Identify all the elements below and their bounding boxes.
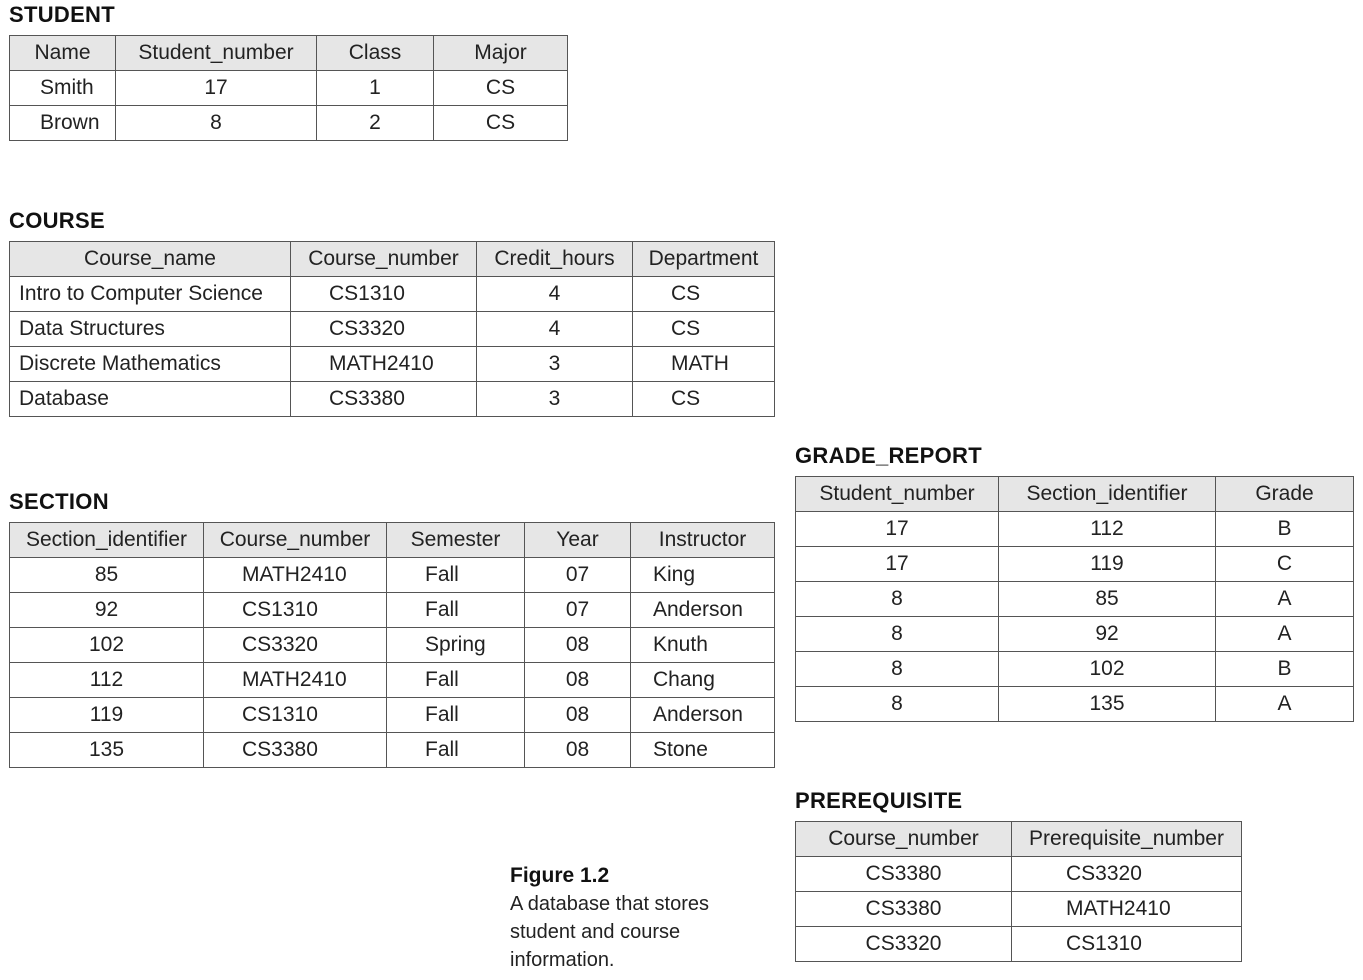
table-row	[10, 277, 775, 312]
table-row	[796, 582, 1354, 617]
column-header: Year	[525, 523, 631, 558]
grade-report-table	[795, 476, 1354, 722]
table-cell: CS1310	[204, 593, 387, 628]
table-cell: A	[1216, 617, 1354, 652]
table-row	[10, 347, 775, 382]
table-cell: MATH2410	[204, 558, 387, 593]
table-cell: 102	[10, 628, 204, 663]
table-cell: CS	[633, 382, 775, 417]
table-cell: CS1310	[1012, 927, 1242, 962]
table-cell: 8	[116, 106, 317, 141]
course-table	[9, 241, 775, 417]
caption-line: information.	[510, 949, 615, 971]
table-header-row	[796, 477, 1354, 512]
table-row	[10, 593, 775, 628]
column-header: Semester	[387, 523, 525, 558]
table-row	[796, 927, 1242, 962]
table-cell: 92	[10, 593, 204, 628]
table-cell: 3	[477, 382, 633, 417]
column-header: Class	[317, 36, 434, 71]
table-cell: MATH	[633, 347, 775, 382]
table-cell: CS3380	[291, 382, 477, 417]
table-cell: Stone	[631, 733, 775, 768]
table-cell: Fall	[387, 698, 525, 733]
table-cell: Smith	[10, 71, 116, 106]
table-header-row	[10, 36, 568, 71]
table-cell: A	[1216, 582, 1354, 617]
grade-report-table-title: GRADE_REPORT	[795, 443, 982, 468]
table-cell: 1	[317, 71, 434, 106]
table-cell: 92	[999, 617, 1216, 652]
table-cell: 112	[10, 663, 204, 698]
table-cell: Fall	[387, 593, 525, 628]
table-cell: MATH2410	[1012, 892, 1242, 927]
column-header: Name	[10, 36, 116, 71]
table-cell: CS3320	[1012, 857, 1242, 892]
table-row	[10, 628, 775, 663]
table-cell: CS	[434, 71, 568, 106]
table-cell: Discrete Mathematics	[10, 347, 291, 382]
table-cell: 4	[477, 277, 633, 312]
table-cell: 3	[477, 347, 633, 382]
table-cell: Fall	[387, 558, 525, 593]
prerequisite-table-title: PREREQUISITE	[795, 788, 963, 813]
table-cell: CS3320	[796, 927, 1012, 962]
table-cell: 2	[317, 106, 434, 141]
table-cell: CS3380	[796, 892, 1012, 927]
table-cell: CS	[633, 277, 775, 312]
table-cell: Intro to Computer Science	[10, 277, 291, 312]
figure-caption	[510, 862, 770, 974]
column-header: Major	[434, 36, 568, 71]
table-cell: MATH2410	[204, 663, 387, 698]
caption-line: student and course	[510, 921, 681, 943]
table-cell: Spring	[387, 628, 525, 663]
column-header: Section_identifier	[999, 477, 1216, 512]
table-row	[10, 106, 568, 141]
column-header: Department	[633, 242, 775, 277]
table-cell: Anderson	[631, 698, 775, 733]
table-cell: 08	[525, 663, 631, 698]
student-table-title: STUDENT	[9, 2, 115, 27]
table-row	[796, 857, 1242, 892]
caption-line: A database that stores	[510, 893, 710, 915]
column-header: Course_number	[204, 523, 387, 558]
table-cell: 8	[796, 582, 999, 617]
table-header-row	[10, 242, 775, 277]
figure-label: Figure 1.2	[510, 864, 610, 887]
table-row	[796, 892, 1242, 927]
column-header: Section_identifier	[10, 523, 204, 558]
column-header: Student_number	[116, 36, 317, 71]
table-cell: CS3320	[291, 312, 477, 347]
table-row	[10, 733, 775, 768]
table-cell: 119	[999, 547, 1216, 582]
table-cell: 8	[796, 652, 999, 687]
table-cell: 8	[796, 687, 999, 722]
prerequisite-table	[795, 821, 1242, 962]
table-row	[10, 382, 775, 417]
table-cell: 08	[525, 733, 631, 768]
course-table-title: COURSE	[9, 208, 105, 233]
table-cell: Fall	[387, 733, 525, 768]
table-cell: 85	[10, 558, 204, 593]
prerequisite-table-block	[795, 788, 1242, 962]
column-header: Credit_hours	[477, 242, 633, 277]
table-cell: CS1310	[204, 698, 387, 733]
table-cell: Chang	[631, 663, 775, 698]
student-table-block	[9, 2, 568, 141]
table-cell: C	[1216, 547, 1354, 582]
table-cell: CS3380	[204, 733, 387, 768]
column-header: Grade	[1216, 477, 1354, 512]
grade-report-table-block	[795, 443, 1354, 722]
table-row	[796, 617, 1354, 652]
table-row	[10, 71, 568, 106]
section-table	[9, 522, 775, 768]
table-header-row	[10, 523, 775, 558]
table-cell: 4	[477, 312, 633, 347]
table-row	[10, 558, 775, 593]
table-row	[796, 512, 1354, 547]
table-cell: 135	[10, 733, 204, 768]
table-row	[10, 663, 775, 698]
table-row	[10, 698, 775, 733]
student-table	[9, 35, 568, 141]
column-header: Course_number	[796, 822, 1012, 857]
table-cell: 07	[525, 558, 631, 593]
table-cell: Database	[10, 382, 291, 417]
table-cell: Brown	[10, 106, 116, 141]
table-cell: MATH2410	[291, 347, 477, 382]
section-table-block	[9, 489, 775, 768]
table-row	[10, 312, 775, 347]
table-cell: 17	[116, 71, 317, 106]
table-cell: Fall	[387, 663, 525, 698]
table-row	[796, 652, 1354, 687]
table-cell: 17	[796, 512, 999, 547]
table-cell: CS1310	[291, 277, 477, 312]
section-table-title: SECTION	[9, 489, 109, 514]
table-cell: 112	[999, 512, 1216, 547]
table-cell: A	[1216, 687, 1354, 722]
table-cell: CS3320	[204, 628, 387, 663]
table-cell: 85	[999, 582, 1216, 617]
column-header: Prerequisite_number	[1012, 822, 1242, 857]
column-header: Course_number	[291, 242, 477, 277]
table-row	[796, 687, 1354, 722]
table-cell: Anderson	[631, 593, 775, 628]
table-cell: Knuth	[631, 628, 775, 663]
column-header: Student_number	[796, 477, 999, 512]
table-cell: 8	[796, 617, 999, 652]
table-cell: 135	[999, 687, 1216, 722]
table-cell: CS3380	[796, 857, 1012, 892]
table-cell: 08	[525, 628, 631, 663]
table-cell: CS	[633, 312, 775, 347]
table-cell: Data Structures	[10, 312, 291, 347]
table-cell: King	[631, 558, 775, 593]
course-table-block	[9, 208, 775, 417]
column-header: Instructor	[631, 523, 775, 558]
column-header: Course_name	[10, 242, 291, 277]
table-header-row	[796, 822, 1242, 857]
table-row	[796, 547, 1354, 582]
table-cell: 07	[525, 593, 631, 628]
table-cell: B	[1216, 652, 1354, 687]
table-cell: B	[1216, 512, 1354, 547]
table-cell: CS	[434, 106, 568, 141]
table-cell: 119	[10, 698, 204, 733]
table-cell: 102	[999, 652, 1216, 687]
table-cell: 17	[796, 547, 999, 582]
table-cell: 08	[525, 698, 631, 733]
